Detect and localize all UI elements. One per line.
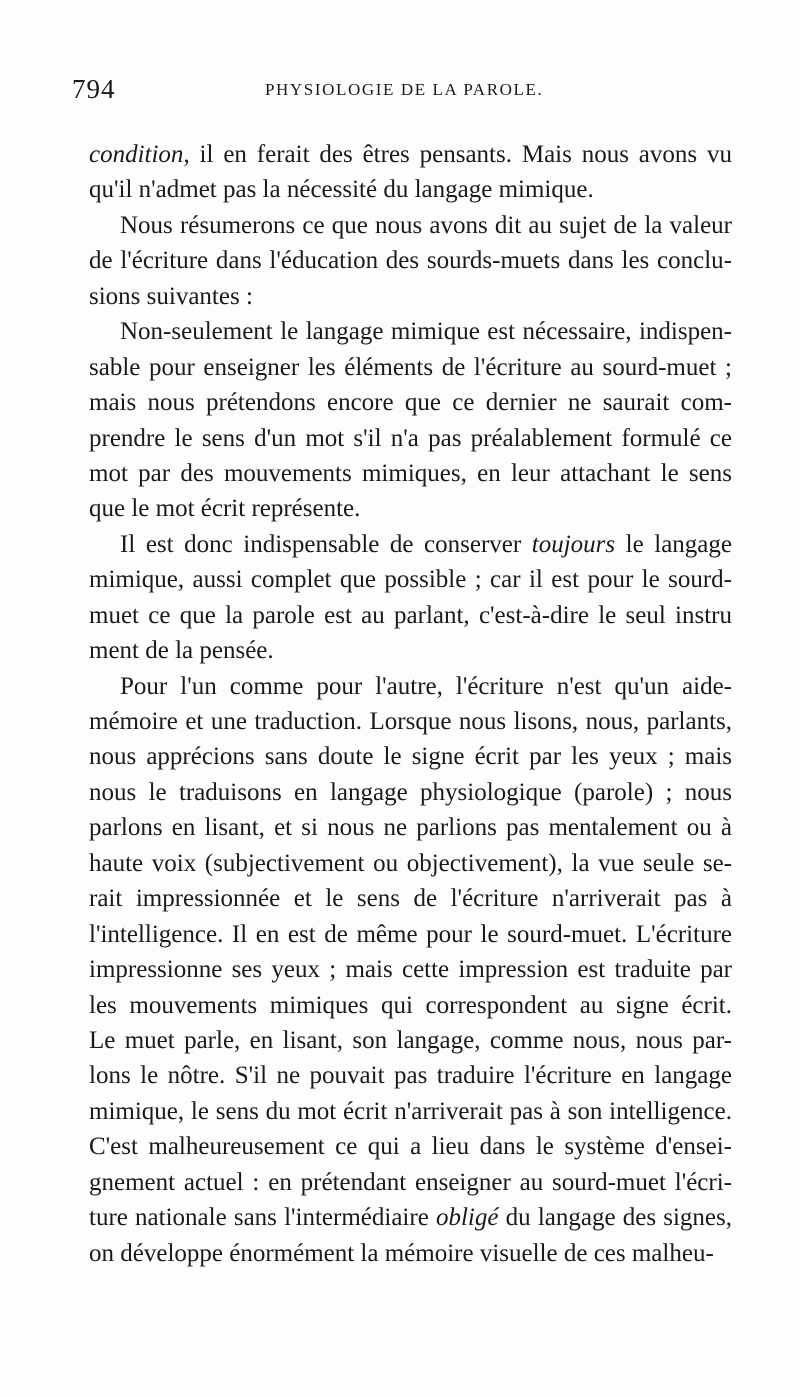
line-text: muet ce que la parole est au parlant, c'est-à-dire le seul instru xyxy=(89,601,732,629)
text-line xyxy=(89,704,732,739)
text-line xyxy=(89,881,732,916)
line-text: mot par des mouvements mimiques, en leur attachant le sens xyxy=(89,459,732,487)
text-line xyxy=(89,952,732,987)
text-line xyxy=(89,775,732,810)
text-line xyxy=(89,917,732,952)
line-text: sions suivantes : xyxy=(89,282,253,310)
text-line xyxy=(89,988,732,1023)
line-text: Le muet parle, en lisant, son langage, comme nous, nous par- xyxy=(89,1026,732,1054)
line-text-continued: , il en ferait des êtres pensants. Mais nous avons vu xyxy=(183,141,732,168)
line-text: impressionne ses yeux ; mais cette impression est traduite par xyxy=(89,956,732,984)
line-text: mais nous prétendons encore que ce dernier ne saurait com- xyxy=(89,389,732,417)
line-text: mimique, aussi complet que possible ; car il est pour le sourd- xyxy=(89,566,732,594)
text-line xyxy=(89,562,732,597)
text-line xyxy=(89,1094,732,1129)
line-text: nous le traduisons en langage physiologique (parole) ; nous xyxy=(89,778,732,806)
line-text: parlons en lisant, et si nous ne parlions pas mentalement ou à xyxy=(89,814,732,842)
text-line xyxy=(89,1200,732,1235)
text-line xyxy=(89,491,732,526)
line-text: mimique, le sens du mot écrit n'arriverait pas à son intelligence. xyxy=(89,1097,732,1125)
line-text: gnement actuel : en prétendant enseigner au sourd-muet l'écri- xyxy=(89,1168,732,1196)
text-line xyxy=(89,846,732,881)
text-line xyxy=(120,669,732,704)
line-text: l'intelligence. Il en est de même pour le sourd-muet. L'écriture xyxy=(89,920,732,948)
line-text: rait impressionnée et le sens de l'écriture n'arriverait pas à xyxy=(89,885,732,913)
text-line xyxy=(89,1023,732,1058)
emphasized-word: toujours xyxy=(531,530,616,558)
text-line xyxy=(89,1058,732,1093)
text-line xyxy=(120,208,732,243)
running-title: PHYSIOLOGIE DE LA PAROLE. xyxy=(265,80,544,99)
text-line xyxy=(120,527,732,562)
page-header xyxy=(72,74,732,108)
text-line xyxy=(89,739,732,774)
line-text: qu'il n'admet pas la nécessité du langage mimique. xyxy=(89,176,594,204)
line-text: de l'écriture dans l'éducation des sourds-muets dans les conclu- xyxy=(89,247,732,275)
text-line xyxy=(89,1236,732,1271)
text-line xyxy=(89,385,732,420)
line-text: sable pour enseigner les éléments de l'écriture au sourd-muet ; xyxy=(89,353,732,381)
line-text: que le mot écrit représente. xyxy=(89,495,361,523)
text-line xyxy=(120,314,732,349)
body-text xyxy=(89,137,733,1271)
text-line xyxy=(89,421,732,456)
emphasized-word: obligé xyxy=(435,1204,499,1232)
page-number: 794 xyxy=(72,74,116,104)
emphasized-word: condition xyxy=(89,141,184,168)
line-text: ture nationale sans l'intermédiaire xyxy=(89,1204,436,1232)
line-text: les mouvements mimiques qui correspondent au signe écrit. xyxy=(89,991,732,1019)
line-text: Il est donc indispensable de conserver xyxy=(120,530,532,558)
line-text: Non-seulement le langage mimique est nécessaire, indispen- xyxy=(120,318,732,346)
line-text: mémoire et une traduction. Lorsque nous lisons, nous, parlants, xyxy=(89,708,732,735)
line-text: haute voix (subjectivement ou objectivement), la vue seule se- xyxy=(89,849,732,877)
text-line xyxy=(89,243,732,278)
text-line xyxy=(89,137,732,172)
line-text-continued: du langage des signes, xyxy=(498,1204,733,1232)
line-text: nous apprécions sans doute le signe écrit par les yeux ; mais xyxy=(89,743,732,771)
text-line xyxy=(89,598,732,633)
line-text: prendre le sens d'un mot s'il n'a pas préalablement formulé ce xyxy=(89,424,732,452)
line-text: C'est malheureusement ce qui a lieu dans le système d'ensei- xyxy=(89,1133,732,1161)
line-text: Pour l'un comme pour l'autre, l'écriture n'est qu'un aide- xyxy=(120,672,732,700)
text-line xyxy=(89,350,732,385)
text-line xyxy=(89,279,732,314)
text-line xyxy=(89,1165,732,1200)
text-line xyxy=(89,1129,732,1164)
text-line xyxy=(89,633,732,668)
line-text: on développe énormément la mémoire visuelle de ces malheu- xyxy=(89,1239,714,1267)
text-line xyxy=(89,456,732,491)
line-text: Nous résumerons ce que nous avons dit au sujet de la valeur xyxy=(120,211,732,239)
text-line xyxy=(89,810,732,845)
line-text-continued: le langage xyxy=(615,530,732,558)
text-line xyxy=(89,172,732,207)
line-text: ment de la pensée. xyxy=(89,637,274,665)
line-text: lons le nôtre. S'il ne pouvait pas traduire l'écriture en langage xyxy=(89,1062,732,1090)
